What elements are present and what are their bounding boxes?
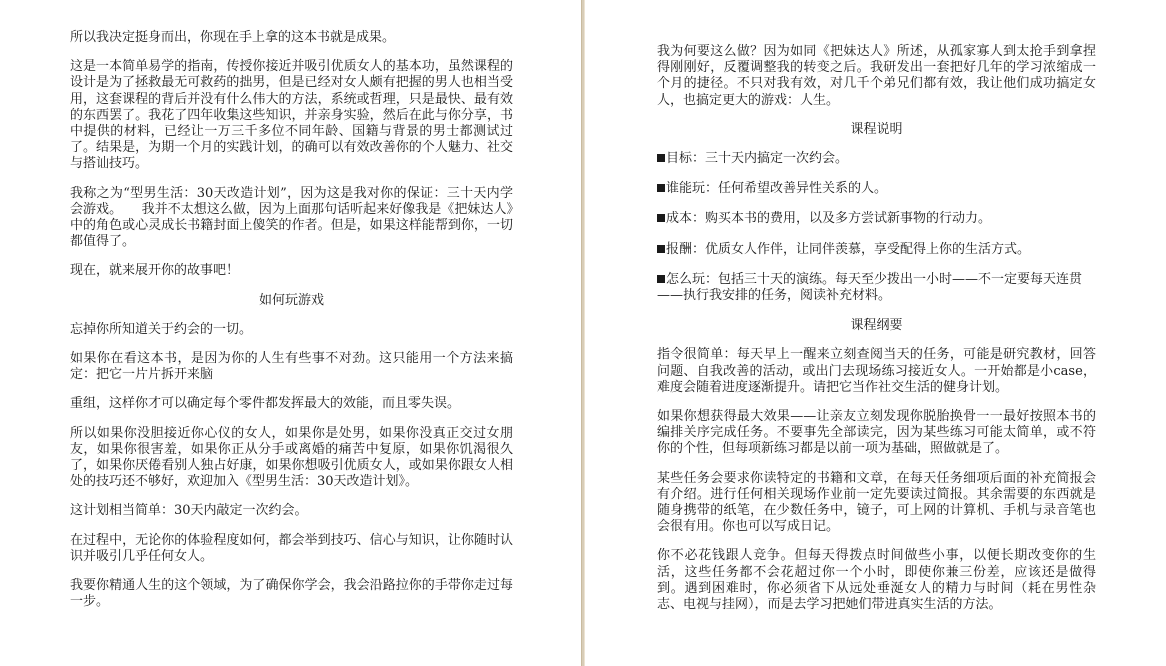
bullet-text: 怎么玩：包括三十天的演练。每天至少拨出一小时——不一定要每天连贯——执行我安排的任务，阅读补充材料。 <box>657 271 1083 304</box>
left-page <box>0 0 581 666</box>
section-heading: 如何玩游戏 <box>258 292 324 308</box>
bullet-item <box>657 242 1096 258</box>
paragraph: 如果你在看这本书，是因为你的人生有些事不对劲。这只能用一个方法来搞定：把它一片片拆开来脑 <box>70 351 513 383</box>
bullet-item <box>657 211 1096 227</box>
paragraph: 我为何要这么做？因为如同《把妹达人》所述，从孤家寡人到太抢手到拿捏得刚刚好，反覆调整我的转变之后。我研发出一套把好几年的学习浓缩成一个月的捷径。不只对我有效，对几千个弟兄们都有效，我让他们成功搞定女人，也搞定更大的游戏：人生。 <box>657 44 1096 108</box>
bullet-item <box>657 272 1096 304</box>
paragraph: 现在，就来展开你的故事吧！ <box>70 263 240 279</box>
bullet-text: 谁能玩：任何希望改善异性关系的人。 <box>666 181 888 197</box>
bullet-item <box>657 151 1096 167</box>
paragraph: 我称之为“型男生活：30天改造计划”，因为这是我对你的保证：三十天内学会游戏。 我并不太想这么做，因为上面那句话听起来好像我是《把妹达人》中的角色或心灵成长书籍封面上傻笑的作者。但是，如果这样能帮到你，一切都值得了。 <box>70 185 513 250</box>
square-bullet-icon <box>657 214 665 222</box>
paragraph: 你不必花钱跟人竞争。但每天得拨点时间做些小事，以便长期改变你的生活，这些任务都不会花超过你一个小时，即使你兼三份差，应该还是做得到。遇到困难时，你必须省下从远处垂涎女人的精力与时间（耗在男性杂志、电视与挂网），而是去学习把她们带进真实生活的方法。 <box>657 548 1096 613</box>
bullet-text: 报酬：优质女人作伴，让同伴羡慕，享受配得上你的生活方式。 <box>666 241 1031 257</box>
square-bullet-icon <box>657 184 665 192</box>
square-bullet-icon <box>657 275 665 283</box>
bullet-text: 目标：三十天内搞定一次约会。 <box>666 151 849 167</box>
paragraph: 这是一本简单易学的指南，传授你接近并吸引优质女人的基本功，虽然课程的设计是为了拯救最无可救药的拙男，但是已经对女人颇有把握的男人也相当受用，这套课程的背后并没有什么伟大的方法，系统或哲理，只是最快、最有效的东西罢了。我花了四年收集这些知识，并亲身实验，然后在此与你分享，书中提供的材料，已经让一万三千多位不同年龄、国籍与背景的男士都测试过了。结果是，为期一个月的实践计划，的确可以有效改善你的个人魅力、社交与搭讪技巧。 <box>70 59 513 172</box>
paragraph: 这计划相当简单：30天内敲定一次约会。 <box>70 503 308 519</box>
paragraph: 重组，这样你才可以确定每个零件都发挥最大的效能，而且零失误。 <box>70 396 461 412</box>
right-page <box>585 0 1166 666</box>
paragraph: 忘掉你所知道关于约会的一切。 <box>70 321 253 337</box>
paragraph: 所以我决定挺身而出，你现在手上拿的这本书就是成果。 <box>70 30 396 45</box>
bullet-item <box>657 181 1096 197</box>
paragraph: 我要你精通人生的这个领域，为了确保你学会，我会沿路拉你的手带你走过每一步。 <box>70 578 513 610</box>
bullet-text: 成本：购买本书的费用，以及多方尝试新事物的行动力。 <box>666 211 992 227</box>
paragraph: 所以如果你没胆接近你心仪的女人，如果你是处男，如果你没真正交过女朋友，如果你很害羞，如果你正从分手或离婚的痛苦中复原，如果你饥渴很久了，如果你厌倦看别人独占好康，如果你想吸引优质女人，或如果你跟女人相处的技巧还不够好，欢迎加入《型男生活：30天改造计划》。 <box>70 425 513 490</box>
paragraph: 指令很简单：每天早上一醒来立刻查阅当天的任务，可能是研究教材，回答问题、自我改善的活动，或出门去现场练习接近女人。一开始都是小case，难度会随着进度逐渐提升。请把它当作社交生活的健身计划。 <box>657 347 1096 395</box>
square-bullet-icon <box>657 154 665 162</box>
paragraph: 某些任务会要求你读特定的书籍和文章，在每天任务细项后面的补充简报会有介绍。进行任何相关现场作业前一定先要读过简报。其余需要的东西就是随身携带的纸笔，在少数任务中，镜子，可上网的计算机、手机与录音笔也会很有用。你也可以写成日记。 <box>657 470 1096 535</box>
paragraph: 如果你想获得最大效果——让亲友立刻发现你脱胎换骨一一最好按照本书的编排关序完成任务。不要事先全部读完，因为某些练习可能太简单，或不符你的个性，但每项新练习都是以前一项为基础，照做就是了。 <box>657 409 1096 457</box>
paragraph: 在过程中，无论你的体验程度如何，都会举到技巧、信心与知识，让你随时认识并吸引几乎任何女人。 <box>70 532 513 564</box>
section-heading: 课程说明 <box>850 121 903 137</box>
square-bullet-icon <box>657 245 665 253</box>
section-heading: 课程纲要 <box>850 318 903 334</box>
